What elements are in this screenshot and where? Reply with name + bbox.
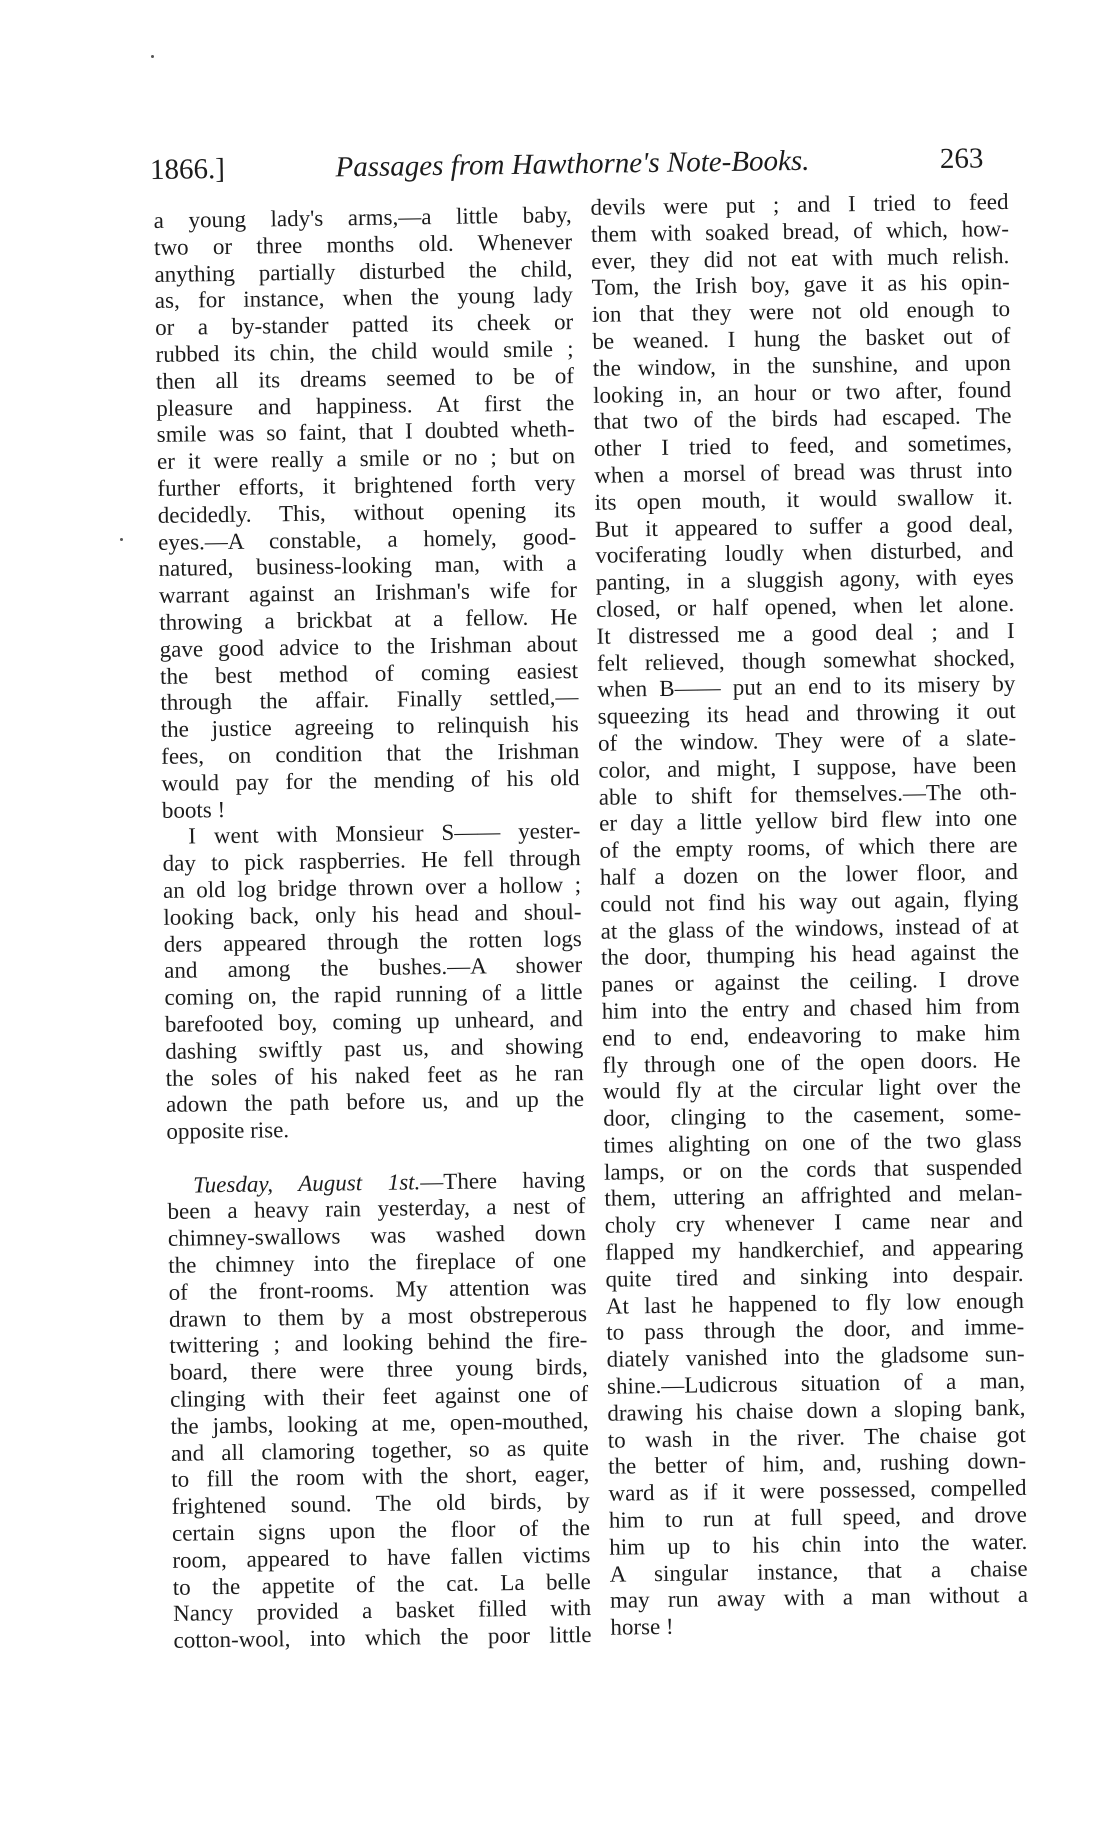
text-line-content: opposite rise. (166, 1117, 290, 1144)
text-line (166, 1113, 584, 1146)
text-line-content: fly through one of the open doors. He (602, 1046, 1021, 1078)
text-line-content: dashing swiftly past us, and showing (165, 1032, 584, 1064)
text-line-content: closed, or half opened, when let alone. (596, 590, 1015, 622)
running-head-title: Passages from Hawthorne's Note-Books. (335, 144, 810, 184)
text-line-content: eyes.—A constable, a homely, good- (158, 523, 577, 555)
text-line-content: chimney-swallows was washed down (167, 1220, 587, 1252)
text-line-content: pleasure and happiness. At first the (156, 389, 575, 421)
text-line-content: as, for instance, when the young lady (154, 282, 573, 314)
text-line-content: er day a little yellow bird flew into one (598, 805, 1018, 837)
text-line-content: At last he happened to fly low enough (605, 1287, 1025, 1319)
text-line-content: horse ! (610, 1614, 674, 1640)
text-line-content: lamps, or on the cords that suspended (603, 1153, 1023, 1185)
text-line-content: quite tired and sinking into despair. (605, 1260, 1024, 1292)
text-line-content: drawn to them by a most obstreperous (168, 1300, 588, 1332)
text-line-content: er it were really a smile or no ; but on (156, 443, 576, 475)
text-line (173, 1622, 591, 1655)
text-line-content: other I tried to feed, and sometimes, (593, 430, 1013, 461)
text-line-content: shine.—Ludicrous situation of a man, (606, 1367, 1026, 1399)
text-line-content: of the empty rooms, of which there are (599, 832, 1018, 863)
text-line-content: looking in, an hour or two after, found (593, 376, 1012, 408)
text-line-content: further efforts, it brightened forth very (157, 470, 576, 501)
text-line-content: felt relieved, though somewhat shocked, (596, 644, 1016, 676)
text-line-content: A singular instance, that a chaise (609, 1555, 1028, 1587)
text-line-content: an old log bridge thrown over a hollow ; (162, 871, 582, 903)
text-line-content: of the front-rooms. My attention was (168, 1273, 587, 1305)
text-line-content: throwing a brickbat at a fellow. He (159, 604, 578, 635)
text-line-content: when a morsel of bread was thrust into (594, 456, 1013, 488)
text-line-content: clinging with their feet against one of (169, 1381, 589, 1412)
text-line-content: anything partially disturbed the child, (154, 255, 573, 287)
text-line-content: warrant against an Irishman's wife for (158, 577, 578, 609)
right-text-column (590, 189, 1028, 1642)
text-line-content: ever, they did not eat with much relish. (591, 242, 1010, 274)
text-line (610, 1609, 1028, 1642)
text-line-content: day to pick raspberries. He fell through (162, 845, 581, 877)
text-line-content: flapped my handkerchief, and appearing (604, 1233, 1024, 1265)
text-line-content: them, uttering an affrighted and melan- (604, 1180, 1023, 1212)
text-line-content: him to run at full speed, and drove (608, 1501, 1028, 1533)
left-text-column (154, 202, 592, 1655)
text-line-content: could not find his way out again, flying (600, 885, 1019, 917)
text-line-content: half a dozen on the lower floor, and (599, 858, 1019, 890)
text-line-content: adown the path before us, and up the (165, 1086, 585, 1118)
text-line-content: two or three months old. Whenever (153, 228, 573, 260)
text-line-content: the soles of his naked feet as he ran (165, 1059, 584, 1091)
text-line-content: squeezing its head and throwing it out (597, 698, 1016, 729)
text-line-content: times alighting on one of the two glass (603, 1126, 1022, 1158)
text-line-content: Tom, the Irish boy, gave it as his opin- (591, 269, 1010, 301)
text-line-content: a young lady's arms,—a little baby, (153, 202, 572, 233)
text-line-content: cotton-wool, into which the poor little (173, 1622, 592, 1654)
text-line-content: the jambs, looking at me, open-mouthed, (170, 1407, 589, 1439)
text-line-content: would pay for the mending of his old (161, 764, 580, 796)
text-line-content: that two of the birds had escaped. The (593, 403, 1012, 435)
text-line-content: the chimney into the fireplace of one (168, 1247, 587, 1278)
text-line-content: or a by-stander patted its cheek or (155, 309, 574, 341)
text-line-content: to fill the room with the short, eager, (171, 1461, 590, 1493)
text-line-content: coming on, the rapid running of a little (164, 979, 583, 1010)
text-line-content: smile was so faint, that I doubted wheth- (156, 416, 575, 448)
text-line-content: rubbed its chin, the child would smile ; (155, 336, 574, 367)
text-line-content: ion that they were not old enough to (591, 296, 1011, 328)
text-line-content: I went with Monsieur S—— yester- (188, 818, 581, 849)
text-line-content: But it appeared to suffer a good deal, (594, 510, 1014, 542)
text-line-content: through the affair. Finally settled,— (160, 684, 579, 716)
text-line-content: them with soaked bread, of which, how- (590, 215, 1010, 247)
text-line-content: of the window. They were of a slate- (597, 724, 1017, 756)
text-line-content: choly cry whenever I came near and (604, 1207, 1023, 1239)
running-head-year: 1866.] (149, 152, 226, 186)
text-line-content: Nancy provided a basket filled with (172, 1595, 592, 1627)
text-line-content: and among the bushes.—A shower (164, 952, 583, 984)
text-line-content: him up to his chin into the water. (609, 1528, 1028, 1560)
text-line-content: then all its dreams seemed to be of (155, 362, 575, 394)
text-line-content: panes or against the ceiling. I drove (601, 966, 1020, 997)
text-line-content: natured, business-looking man, with a (158, 550, 577, 582)
text-line-content: him into the entry and chased him from (601, 992, 1020, 1024)
text-line-content: and all clamoring together, so as quite (170, 1434, 590, 1466)
text-line-content: ward as if it were possessed, compelled (608, 1475, 1027, 1506)
text-line-content: to the appetite of the cat. La belle (172, 1568, 591, 1600)
text-line-content: the door, thumping his head against the (600, 939, 1020, 971)
text-line-content: board, there were three young birds, (169, 1354, 588, 1386)
text-line-content: certain signs upon the floor of the (171, 1515, 591, 1546)
page-number: 263 (939, 142, 984, 175)
text-line-content: drawing his chaise down a sloping bank, (607, 1394, 1026, 1426)
text-line-content: gave good advice to the Irishman about (159, 630, 578, 662)
text-line-content: room, appeared to have fallen victims (172, 1541, 591, 1573)
text-line-content: looking back, only his head and shoul- (163, 898, 582, 930)
text-line-content: when B—— put an end to its misery by (597, 671, 1016, 703)
text-line-content: to pass through the door, and imme- (606, 1314, 1025, 1346)
text-line-content: decidedly. This, without opening its (157, 496, 576, 528)
text-line-content: been a heavy rain yesterday, a nest of (167, 1193, 586, 1225)
text-line-content: the justice agreeing to relinquish his (160, 711, 579, 743)
text-line-content: —There having (420, 1166, 586, 1195)
text-line-content: devils were put ; and I tried to feed (590, 189, 1009, 220)
text-line-content: panting, in a sluggish agony, with eyes (595, 564, 1014, 595)
text-line-content: diately vanished into the gladsome sun- (606, 1341, 1025, 1373)
text-line-content: ders appeared through the rotten logs (163, 925, 582, 957)
text-line-content: It distressed me a good deal ; and I (596, 617, 1015, 649)
text-line-content: would fly at the circular light over the (602, 1073, 1022, 1105)
text-line-content: the better of him, and, rushing down- (607, 1448, 1027, 1480)
text-line-content: able to shift for themselves.—The oth- (598, 778, 1017, 810)
text-line-content: its open mouth, it would swallow it. (594, 483, 1013, 515)
text-line-content: barefooted boy, coming up unheard, and (164, 1005, 584, 1037)
date-heading: Tuesday, August 1st. (192, 1169, 421, 1198)
text-line-content: twittering ; and looking behind the fire- (169, 1327, 588, 1359)
text-line-content: door, clinging to the casement, some- (603, 1100, 1022, 1131)
text-line-content: vociferating loudly when disturbed, and (595, 537, 1014, 569)
text-line-content: color, and might, I suppose, have been (598, 751, 1017, 783)
text-line-content: at the glass of the windows, instead of at (600, 912, 1019, 944)
text-line-content: fees, on condition that the Irishman (161, 738, 580, 769)
text-line-content: to wash in the river. The chaise got (607, 1421, 1026, 1453)
text-line-content: boots ! (161, 796, 226, 823)
text-line-content: end to end, endeavoring to make him (601, 1019, 1021, 1051)
text-line-content: be weaned. I hung the basket out of (592, 322, 1011, 354)
text-line-content: the best method of coming easiest (159, 657, 579, 689)
text-line-content: may run away with a man without a (609, 1582, 1029, 1614)
text-line-content: frightened sound. The old birds, by (171, 1488, 590, 1520)
text-line-content: the window, in the sunshine, and upon (592, 349, 1011, 381)
